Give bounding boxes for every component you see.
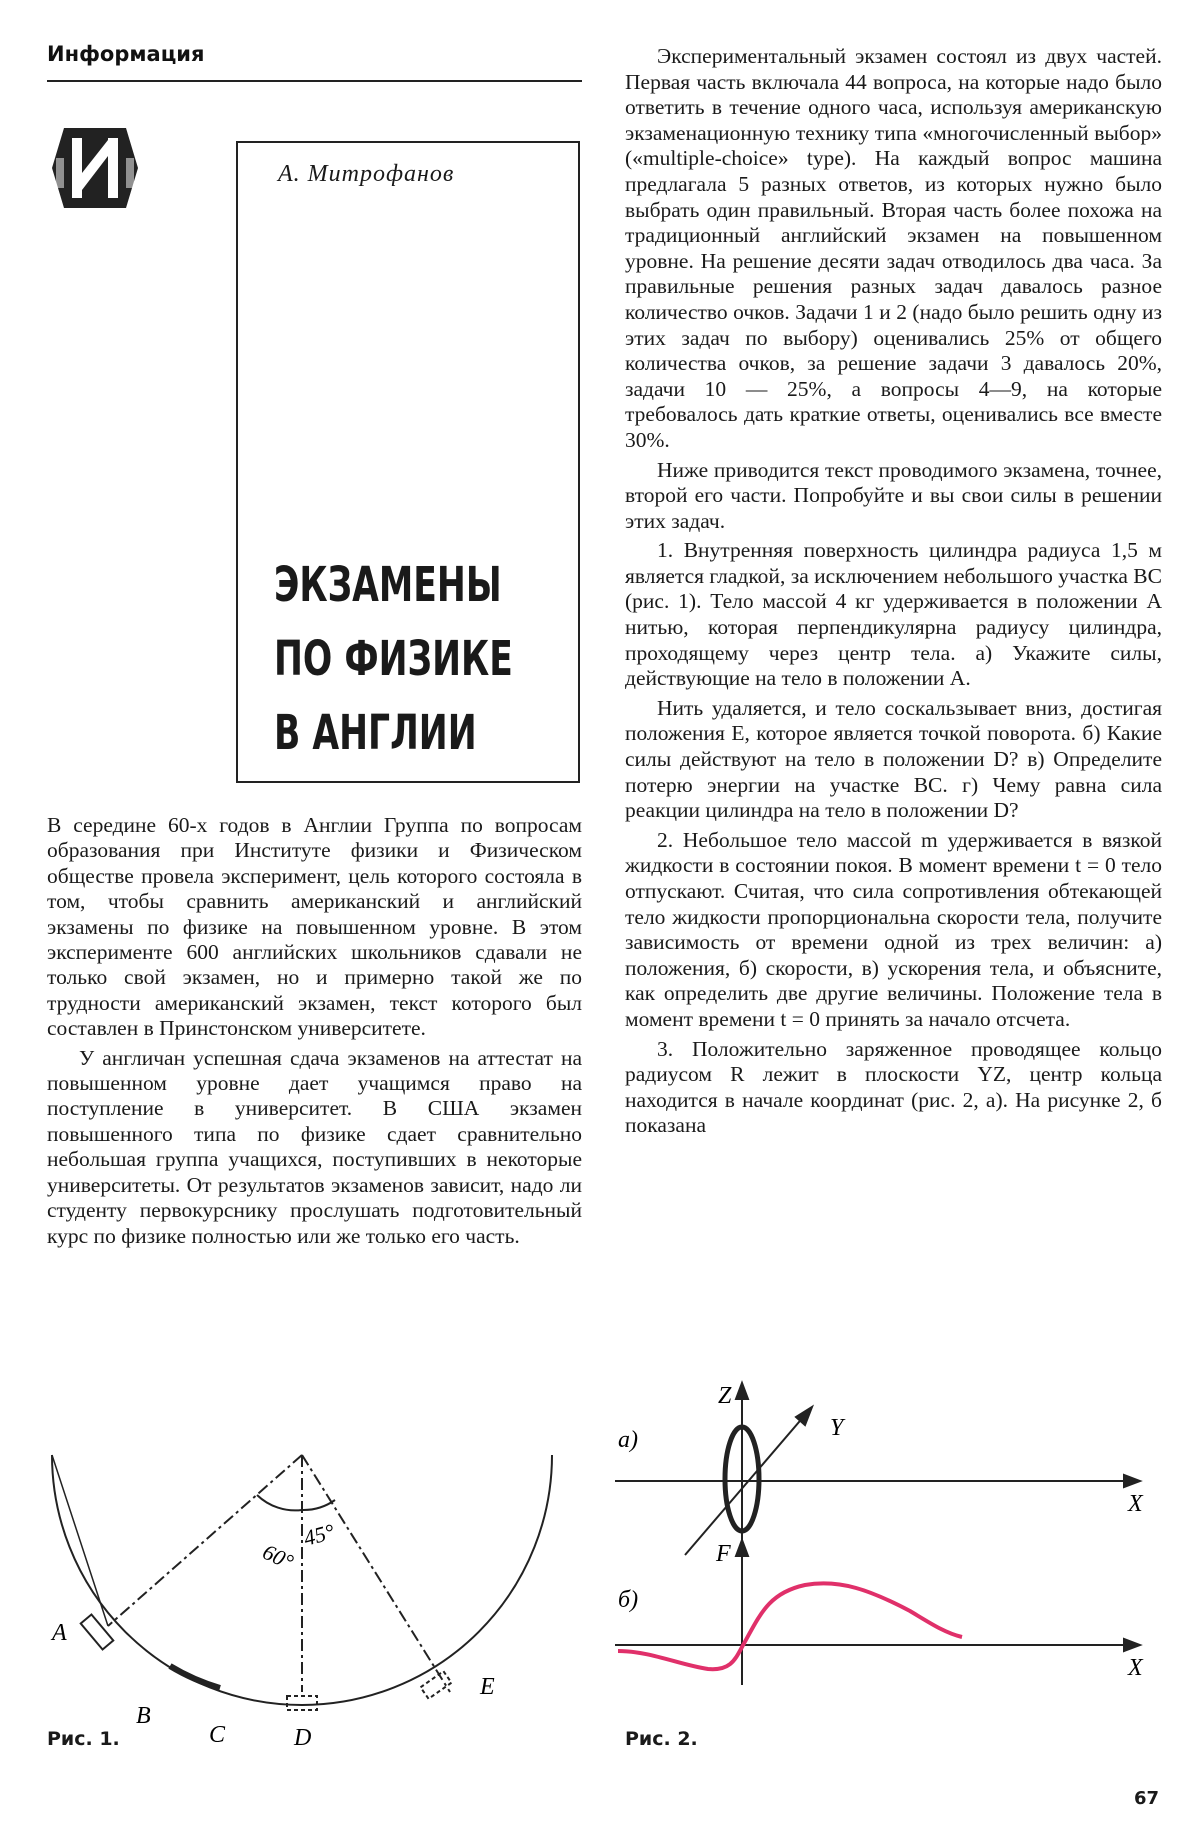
section-label: Информация	[47, 42, 205, 66]
axis-y-label: Y	[830, 1415, 844, 1441]
angle-60-label: 60°	[258, 1538, 298, 1575]
left-column	[47, 813, 582, 1249]
body-e	[421, 1671, 452, 1699]
axis-f-label: F	[716, 1541, 731, 1567]
paragraph: Нить удаляется, и тело соскальзывает вниз, достигая положения E, которое является точкой поворота. б) Какие силы действуют на тело в положении D? в) Определите потерю энергии на участке BC. г) Чему равна сила реакции цилиндра на тело в положении D?	[625, 695, 1162, 823]
y-axis	[685, 1415, 805, 1555]
x-axis-a-arrow-icon	[1124, 1475, 1140, 1487]
title-line-2: ПО ФИЗИКЕ	[274, 631, 513, 687]
article-title	[274, 548, 548, 770]
author: А. Митрофанов	[278, 161, 455, 187]
paragraph: У англичан успешная сдача экзаменов на аттестат на повышенном уровне дает учащимся право на поступление в университет. В США экзамен повышенного типа по физике сдает сравнительно небольшая группа учащихся, поступивших в некоторые университеты. От результатов экзаменов зависит, надо ли студенту первокурснику прослушать подготовительный курс по физике полностью или же только его часть.	[47, 1045, 582, 1248]
figure-1-diagram	[44, 1440, 564, 1750]
label-b: B	[136, 1703, 151, 1729]
label-c: C	[209, 1722, 226, 1748]
axis-z-label: Z	[718, 1383, 732, 1409]
field-curve	[618, 1583, 962, 1669]
problem-3: 3. Положительно заряженное проводящее кольцо радиусом R лежит в плоскости YZ, центр кольца находится в начале координат (рис. 2, а). На рисунке 2, б показана	[625, 1036, 1162, 1138]
axis-x-label-a: X	[1128, 1491, 1143, 1517]
problem-2: 2. Небольшое тело массой m удерживается в вязкой жидкости в состоянии покоя. В момент времени t = 0 тело отпускают. Считая, что сила сопротивления обтекающей тело жидкости пропорциональна скорости тела, получите зависимость от времени одной из трех величин: а) положения, б) скорости, в) ускорения тела, и объясните, как определить две другие величины. Положение тела в момент времени t = 0 принять за начало отсчета.	[625, 827, 1162, 1031]
header-rule	[47, 80, 582, 82]
body-d	[287, 1696, 317, 1710]
body-a	[81, 1614, 114, 1649]
title-line-3: В АНГЛИИ	[274, 705, 477, 761]
string	[52, 1455, 108, 1626]
paragraph: Экспериментальный экзамен состоял из двух частей. Первая часть включала 44 вопроса, на которые надо было ответить в течение одного часа, используя американскую экзаменационную технику типа «многочисленный выбор» («multiple-choice» type). На каждый вопрос машина предлагала 5 разных ответов, из которых нужно было выбрать один правильный. Вторая часть более похожа на традиционный английский экзамен на повышенном уровне. На решение десяти задач отводилось два часа. За правильные решения разных задач давалось разное количество очков. Задачи 1 и 2 (надо было решить одну из этих задач по выбору) оценивались 25% от общего количества очков, за решение задачи 3 давалось 20%, задачи 10 — 25%, а вопросы 4—9, на которые требовалось дать краткие ответы, оценивались все вместе 30%.	[625, 44, 1162, 452]
rough-section-bc	[170, 1666, 220, 1688]
figure-1-caption: Рис. 1.	[47, 1728, 120, 1750]
right-column	[625, 44, 1162, 1139]
figure-2-caption: Рис. 2.	[625, 1728, 698, 1750]
title-box	[236, 141, 580, 783]
z-axis-arrow-icon	[736, 1383, 748, 1399]
radius-to-e	[302, 1455, 450, 1692]
part-a-label: а)	[618, 1427, 638, 1453]
angle-arc-60	[257, 1495, 302, 1510]
problem-1: 1. Внутренняя поверхность цилиндра радиуса 1,5 м является гладкой, за исключением небольшого участка BC (рис. 1). Тело массой 4 кг удерживается в положении A нитью, которая перпендикулярна радиусу цилиндра, проходящему через центр тела. а) Укажите силы, действующие на тело в положении A.	[625, 538, 1162, 691]
label-e: E	[480, 1674, 495, 1700]
axis-x-label-b: X	[1128, 1655, 1143, 1681]
angle-45-label: 45°	[300, 1518, 338, 1551]
x-axis-b-arrow-icon	[1124, 1639, 1140, 1651]
label-a: A	[52, 1620, 67, 1646]
title-line-1: ЭКЗАМЕНЫ	[274, 557, 502, 613]
label-d: D	[294, 1725, 312, 1750]
part-b-label: б)	[618, 1587, 639, 1613]
paragraph: Ниже приводится текст проводимого экзамена, точнее, второй его части. Попробуйте и вы свои силы в решении этих задач.	[625, 457, 1162, 533]
figure-2-diagram	[610, 1375, 1175, 1690]
f-axis-arrow-icon	[736, 1540, 748, 1556]
paragraph: В середине 60-х годов в Англии Группа по вопросам образования при Институте физики и Физическом обществе провела эксперимент, цель которого состояла в том, чтобы сравнить американский и английский экзамены по физике на повышенном уровне. В этом эксперименте 600 английских школьников сдавали не только свой экзамен, но и примерно такой же по трудности американский экзамен, текст которого был составлен в Принстонском университете.	[47, 813, 582, 1041]
page-number: 67	[1134, 1788, 1160, 1809]
magazine-logo-icon	[50, 118, 140, 218]
